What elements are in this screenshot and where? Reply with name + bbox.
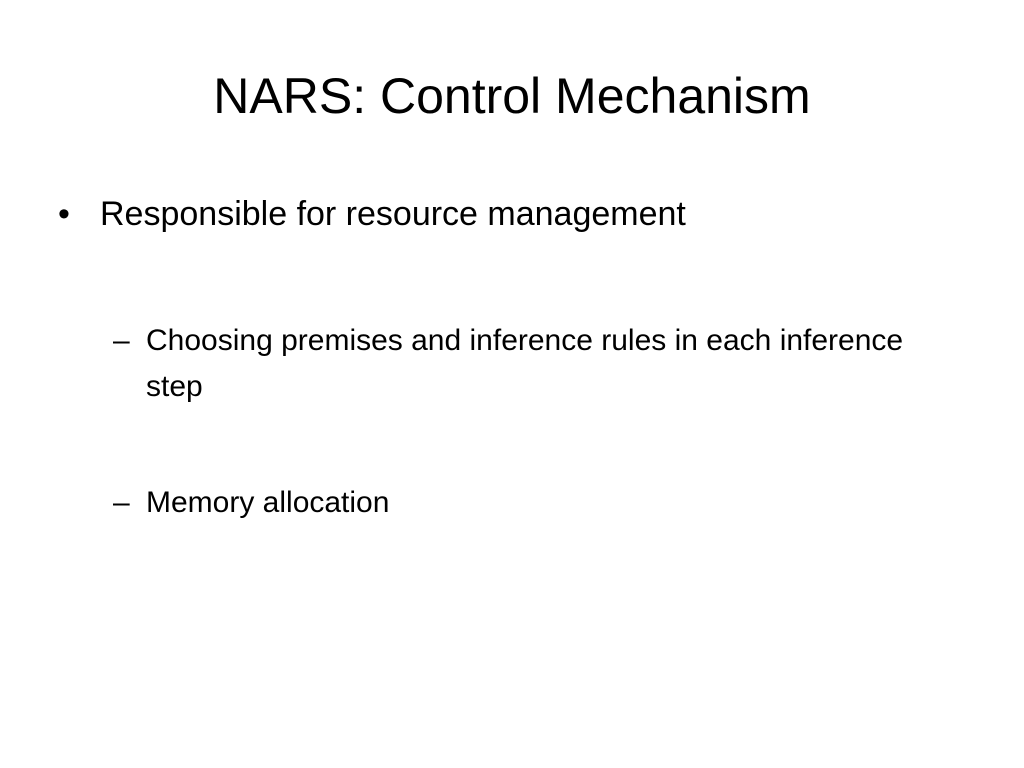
sub-bullet-item (113, 480, 906, 526)
bullet-text: Responsible for resource management (100, 195, 686, 233)
sub-bullet-text: Memory allocation (146, 486, 390, 519)
sub-bullet-text: Choosing premises and inference rules in each inference step (146, 324, 904, 403)
bullet-marker: • (58, 195, 70, 233)
sub-bullet-item (113, 318, 906, 410)
dash-marker: – (113, 486, 130, 519)
slide-title: NARS: Control Mechanism (213, 68, 811, 124)
dash-marker: – (113, 324, 130, 357)
bullet-item (58, 192, 686, 236)
